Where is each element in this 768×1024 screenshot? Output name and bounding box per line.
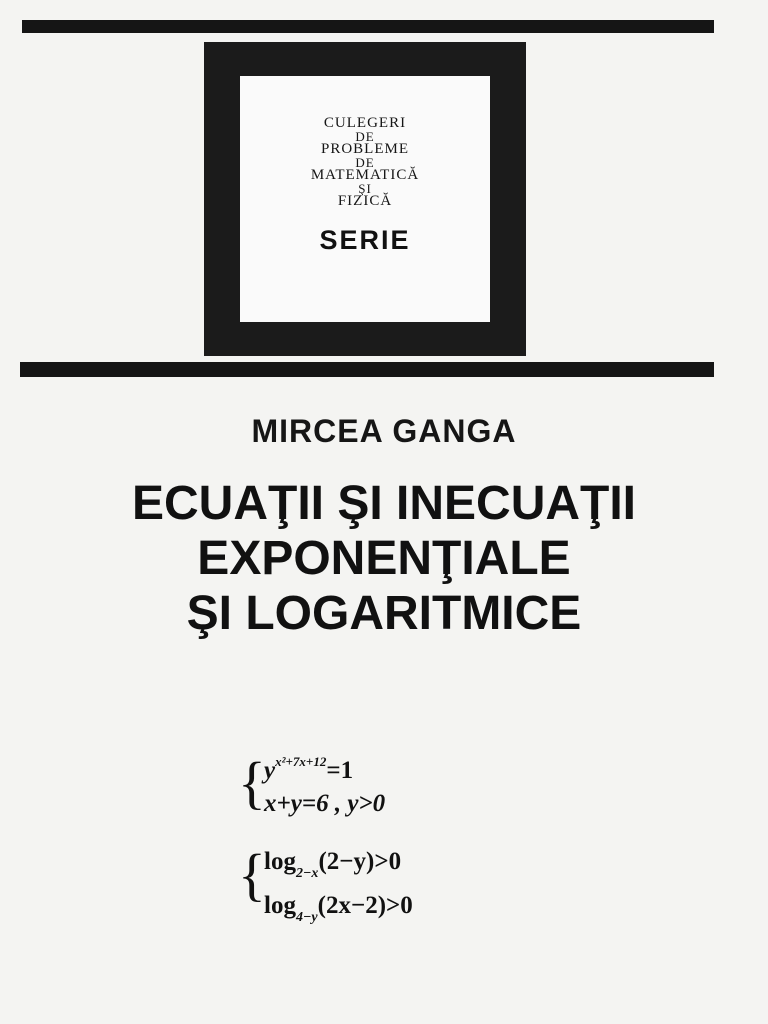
- log-function: log: [264, 848, 296, 875]
- book-title: [0, 476, 768, 641]
- series-line: FIZICĂ: [337, 193, 393, 209]
- series-name: [240, 116, 490, 209]
- series-box-inner: [240, 76, 490, 322]
- log-argument: (2x−2)>0: [317, 892, 413, 919]
- equation-exponent: x²+7x+12: [275, 754, 327, 769]
- log-base: 2−x: [295, 866, 319, 881]
- equation-line: x+y=6 , y>0: [264, 790, 386, 817]
- series-line: DE: [355, 129, 375, 144]
- series-line: CULEGERI: [323, 115, 407, 131]
- equation-line: [264, 848, 401, 882]
- equation-line: [264, 892, 413, 926]
- author-name: MIRCEA GANGA: [251, 413, 517, 449]
- series-line: ŞI: [358, 181, 372, 196]
- top-rule: [22, 20, 714, 33]
- log-argument: (2−y)>0: [318, 848, 402, 875]
- title-line: ŞI LOGARITMICE: [186, 587, 582, 640]
- log-function: log: [264, 892, 296, 919]
- log-base: 4−y: [295, 910, 318, 925]
- middle-rule: [20, 362, 714, 377]
- series-line: PROBLEME: [320, 141, 409, 157]
- title-line: EXPONENŢIALE: [197, 532, 571, 585]
- equation-rhs: =1: [326, 757, 354, 784]
- series-line: DE: [355, 155, 375, 170]
- series-line: MATEMATICĂ: [310, 167, 420, 183]
- brace-icon: {: [238, 842, 266, 907]
- series-box: [204, 42, 526, 356]
- equation-line: [264, 754, 353, 785]
- equation-base: y: [264, 757, 276, 784]
- serie-label: SERIE: [319, 225, 411, 255]
- title-line: ECUAŢII ŞI INECUAŢII: [131, 477, 637, 530]
- brace-icon: {: [238, 750, 266, 815]
